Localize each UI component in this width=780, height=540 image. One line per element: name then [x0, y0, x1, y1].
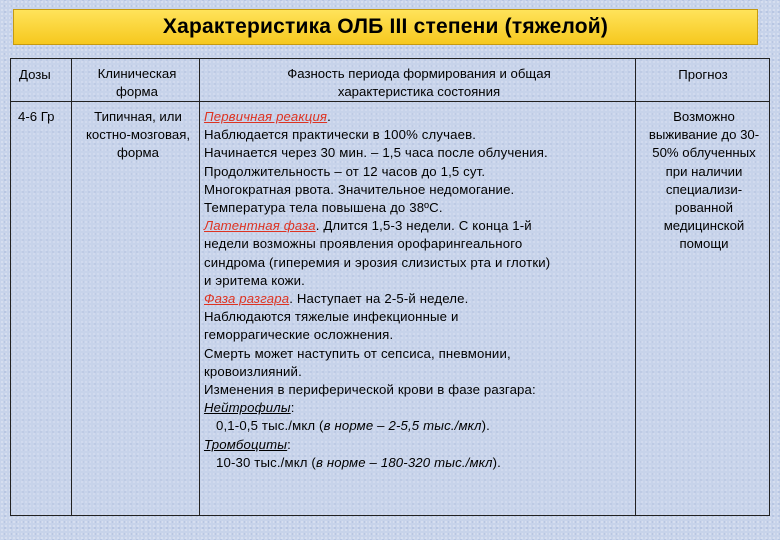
- primary-line: Многократная рвота. Значительное недомогание.: [204, 181, 515, 197]
- header-dose: Дозы: [19, 67, 51, 82]
- peak-phase-line: [204, 290, 632, 308]
- peak-line: Смерть может наступить от сепсиса, пневмонии,: [204, 345, 511, 361]
- primary-line: Продолжительность – от 12 часов до 1,5 сут.: [204, 163, 486, 179]
- primary-line: Температура тела повышена до 38ºС.: [204, 200, 443, 216]
- peak-line: Наблюдаются тяжелые инфекционные и: [204, 309, 459, 325]
- column-divider: [71, 59, 72, 515]
- peak-line: геморрагические осложнения.: [204, 327, 394, 343]
- neutrophils-values: [204, 417, 632, 435]
- latent-phase-text: . Длится 1,5‑3 недели. С конца 1‑й: [315, 218, 532, 234]
- peak-line: кровоизлияний.: [204, 363, 302, 379]
- peak-line: Изменения в периферической крови в фазе разгара:: [204, 382, 536, 398]
- dose-value: 4-6 Гр: [18, 109, 55, 124]
- peak-phase-label: Фаза разгара: [204, 291, 290, 307]
- header-form: Клиническая форма: [97, 66, 177, 100]
- neutrophils-heading: Нейтрофилы:: [204, 400, 295, 416]
- clinical-form-value: Типичная, или костно-мозговая, форма: [85, 109, 191, 161]
- prognosis-value: Возможно выживание до 30-50% облученных при наличии специализи-рованной медицинской помощи: [648, 109, 760, 252]
- platelets-values: [204, 454, 632, 472]
- latent-phase-line: [204, 217, 632, 235]
- platelets-norm: в норме – 180-320 тыс./мкл: [315, 454, 493, 470]
- latent-line: и эритема кожи.: [204, 272, 305, 288]
- characteristics-table: [10, 58, 770, 516]
- latent-line: недели возможны проявления орофарингеального: [204, 236, 523, 252]
- primary-reaction-heading: Первичная реакция.: [204, 109, 331, 124]
- platelets-value: 10‑30 тыс./мкл (: [216, 454, 316, 470]
- primary-line: Наблюдается практически в 100% случаев.: [204, 127, 477, 143]
- phase-description: [204, 108, 632, 472]
- neutrophils-norm: в норме – 2-5,5 тыс./мкл: [323, 418, 482, 434]
- header-prognosis: Прогноз: [678, 67, 728, 82]
- neutrophils-end: ).: [481, 418, 490, 434]
- latent-line: синдрома (гиперемия и эрозия слизистых рта и глотки): [204, 254, 551, 270]
- platelets-end: ).: [492, 454, 501, 470]
- column-divider: [199, 59, 200, 515]
- platelets-heading: Тромбоциты:: [204, 436, 291, 452]
- column-divider: [635, 59, 636, 515]
- peak-phase-text: . Наступает на 2-5-й неделе.: [289, 291, 469, 307]
- latent-phase-label: Латентная фаза: [204, 218, 316, 234]
- primary-reaction-label: Первичная реакция: [204, 109, 328, 124]
- neutrophils-value: 0,1-0,5 тыс./мкл (: [216, 418, 324, 434]
- neutrophils-label: Нейтрофилы: [204, 400, 291, 416]
- header-phase: Фазность периода формирования и общая характеристика состояния: [287, 66, 551, 100]
- primary-line: Начинается через 30 мин. – 1,5 часа после облучения.: [204, 145, 548, 161]
- page-title: Характеристика ОЛБ III степени (тяжелой): [13, 9, 758, 45]
- platelets-label: Тромбоциты: [204, 436, 288, 452]
